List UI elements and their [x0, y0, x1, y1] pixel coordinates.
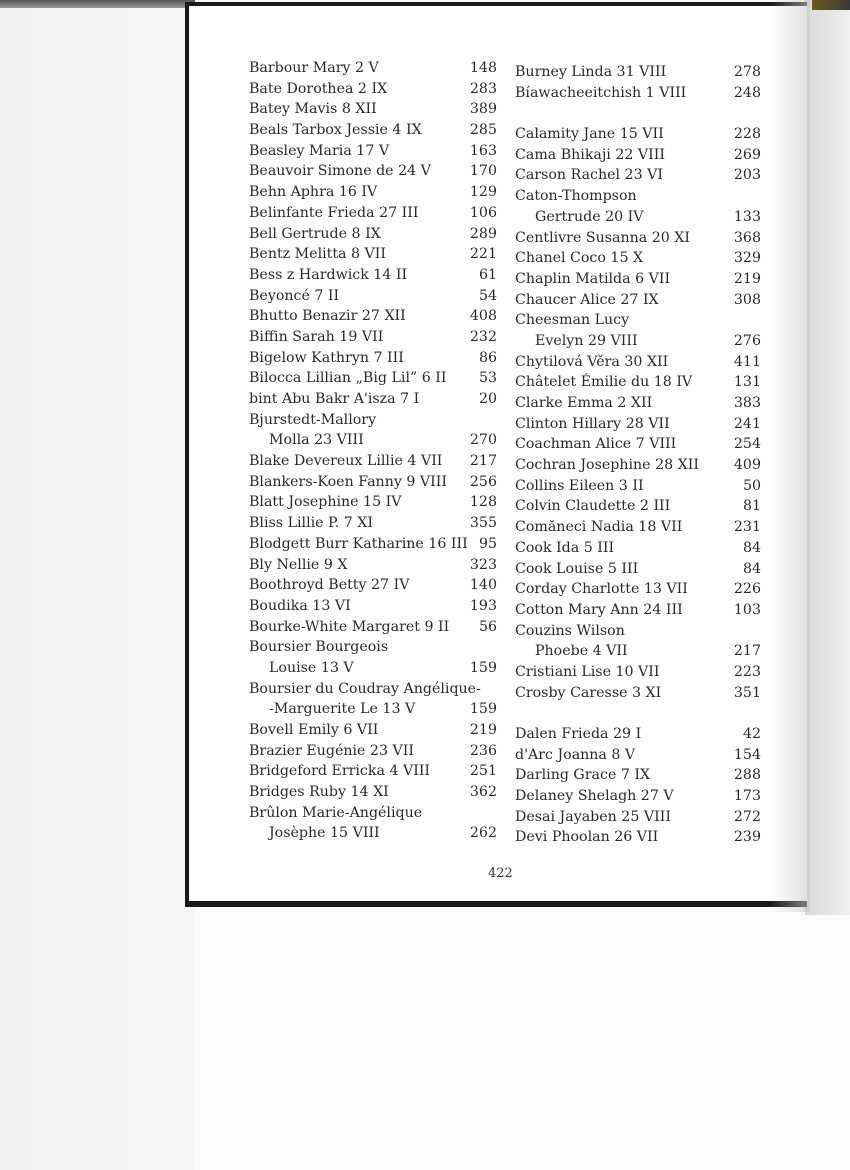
index-entry: [249, 451, 497, 472]
index-entry-name: Desai Jayaben 25 VIII: [515, 808, 671, 825]
index-entry-name: Delaney Shelagh 27 V: [515, 788, 674, 805]
index-entry: [249, 306, 497, 327]
index-entry: [249, 430, 497, 451]
index-entry-name: Blake Devereux Lillie 4 VII: [249, 453, 443, 470]
index-entry: [249, 761, 497, 782]
index-entry: [515, 765, 761, 786]
index-entry-name: Boothroyd Betty 27 IV: [249, 577, 410, 594]
index-entry-name: Molla 23 VIII: [269, 432, 364, 449]
index-entry-page: 86: [478, 349, 497, 366]
index-entry-page: 231: [733, 519, 761, 536]
index-entry-page: 84: [742, 539, 761, 556]
index-entry-page: 131: [733, 374, 761, 391]
index-entry: [515, 559, 761, 580]
index-entry-name: Clinton Hillary 28 VII: [515, 415, 670, 432]
index-entry-name: Bate Dorothea 2 IX: [249, 80, 388, 97]
index-entry-name: Bliss Lillie P. 7 XI: [249, 515, 373, 532]
index-entry-name: Bigelow Kathryn 7 III: [249, 349, 404, 366]
index-entry-name: Bentz Melitta 8 VII: [249, 246, 387, 263]
index-entry-page: 217: [469, 453, 497, 470]
index-letter-gap: [515, 703, 761, 724]
index-entry-page: 269: [733, 146, 761, 163]
index-entry-name: Comăneci Nadia 18 VII: [515, 519, 683, 536]
index-entry-page: 251: [469, 763, 497, 780]
index-entry-page: 368: [733, 229, 761, 246]
index-entry-page: 254: [733, 436, 761, 453]
index-entry: [249, 265, 497, 286]
page-number: 422: [488, 866, 513, 881]
index-entry-page: 106: [469, 204, 497, 221]
index-entry-name: Burney Linda 31 VIII: [515, 64, 667, 80]
index-entry-page: 81: [742, 498, 761, 515]
index-entry: [515, 186, 761, 207]
index-entry: [515, 393, 761, 414]
index-entry-name: Bjurstedt-Mallory: [249, 411, 377, 428]
index-entry: [249, 79, 497, 100]
index-entry-page: 140: [469, 577, 497, 594]
index-entry: [249, 555, 497, 576]
index-entry: [515, 248, 761, 269]
index-entry-name: Calamity Jane 15 VII: [515, 126, 664, 143]
index-entry-page: 219: [733, 270, 761, 287]
index-entry-page: 203: [733, 167, 761, 184]
index-entry-page: 256: [469, 473, 497, 490]
index-entry-page: 54: [478, 287, 497, 304]
index-entry: [515, 269, 761, 290]
index-entry: [515, 331, 761, 352]
index-entry-name: Clarke Emma 2 XII: [515, 395, 653, 411]
index-entry-name: Evelyn 29 VIII: [535, 332, 638, 349]
index-entry-name: Blatt Josephine 15 IV: [249, 494, 402, 511]
index-entry-name: Cristiani Lise 10 VII: [515, 663, 660, 680]
index-entry: [249, 182, 497, 203]
index-entry: [249, 99, 497, 120]
index-entry-page: 270: [469, 432, 497, 449]
index-entry-name: Darling Grace 7 IX: [515, 767, 651, 784]
index-entry: [515, 745, 761, 766]
index-entry-name: Cochran Josephine 28 XII: [515, 457, 699, 474]
index-entry: [515, 372, 761, 393]
scanner-background: [0, 0, 195, 1170]
index-entry-name: d'Arc Joanna 8 V: [515, 746, 636, 763]
index-entry-name: Beasley Maria 17 V: [249, 142, 390, 159]
index-entry-page: 61: [478, 266, 497, 283]
index-entry-page: 262: [469, 825, 497, 842]
index-entry: [515, 83, 761, 104]
index-entry-page: 133: [733, 208, 761, 225]
index-entry-page: 283: [469, 80, 497, 97]
index-entry-page: 219: [469, 722, 497, 738]
index-entry-page: 323: [469, 556, 497, 573]
index-entry: [249, 161, 497, 182]
index-entry: [515, 145, 761, 166]
index-entry-name: Boursier Bourgeois: [249, 639, 389, 656]
index-entry-name: Bess z Hardwick 14 II: [249, 266, 408, 283]
index-entry-name: Bourke-White Margaret 9 II: [249, 618, 450, 635]
index-entry-page: 217: [733, 643, 761, 660]
index-entry-name: Batey Mavis 8 XII: [249, 101, 377, 118]
index-entry: [249, 596, 497, 617]
index-entry-name: Blankers-Koen Fanny 9 VIII: [249, 473, 447, 490]
index-entry-name: Cotton Mary Ann 24 III: [515, 601, 683, 618]
index-entry: [249, 823, 497, 844]
index-entry-name: Cama Bhikaji 22 VIII: [515, 146, 665, 163]
index-entry-name: Belinfante Frieda 27 III: [249, 204, 419, 221]
index-entry-name: Collins Eileen 3 II: [515, 477, 644, 494]
index-entry-page: 383: [733, 395, 761, 411]
index-entry-name: Dalen Frieda 29 I: [515, 726, 642, 742]
index-entry-name: Chaucer Alice 27 IX: [515, 291, 659, 308]
index-entry-page: 232: [469, 328, 497, 345]
scanner-corner: [812, 0, 850, 10]
index-entry-page: 223: [733, 663, 761, 680]
index-entry: [249, 120, 497, 141]
index-entry: [249, 58, 497, 79]
index-entry: [249, 534, 497, 555]
index-entry: [249, 720, 497, 741]
index-entry-name: Bridges Ruby 14 XI: [249, 784, 389, 801]
index-entry: [515, 455, 761, 476]
index-entry-page: 278: [733, 64, 761, 80]
index-entry: [249, 410, 497, 431]
index-entry: [515, 517, 761, 538]
index-entry-page: 228: [733, 126, 761, 143]
index-entry-name: Bovell Emily 6 VII: [249, 722, 379, 738]
index-entry-page: 411: [733, 353, 761, 370]
index-entry: [515, 434, 761, 455]
index-entry-name: Cheesman Lucy: [515, 312, 630, 329]
index-entry: [249, 575, 497, 596]
index-entry-name: Beyoncé 7 II: [249, 287, 340, 304]
index-entry-page: 276: [733, 332, 761, 349]
index-entry-name: -Marguerite Le 13 V: [269, 701, 416, 718]
index-entry-page: 154: [733, 746, 761, 763]
index-entry-name: Bilocca Lillian „Big Lil” 6 II: [249, 370, 447, 387]
index-entry-page: 351: [733, 684, 761, 701]
index-entry: [515, 683, 761, 704]
index-entry-name: Chytilová Věra 30 XII: [515, 353, 669, 370]
index-entry: [515, 290, 761, 311]
index-entry: [515, 621, 761, 642]
index-entry: [249, 637, 497, 658]
index-entry: [515, 600, 761, 621]
index-entry-name: Cook Louise 5 III: [515, 560, 639, 577]
index-entry-name: Bridgeford Erricka 4 VIII: [249, 763, 431, 780]
index-entry-name: Phoebe 4 VII: [535, 643, 628, 660]
index-entry: [515, 579, 761, 600]
index-entry: [249, 617, 497, 638]
index-entry: [515, 310, 761, 331]
index-entry-page: 148: [469, 60, 497, 76]
index-entry: [515, 538, 761, 559]
index-entry-name: Carson Rachel 23 VI: [515, 167, 663, 184]
index-entry-page: 163: [469, 142, 497, 159]
index-entry-page: 103: [733, 601, 761, 618]
index-entry: [515, 165, 761, 186]
index-entry-page: 159: [469, 701, 497, 718]
index-entry-page: 239: [733, 829, 761, 846]
index-entry-name: bint Abu Bakr A'isza 7 I: [249, 391, 420, 407]
index-entry-name: Châtelet Émilie du 18 IV: [515, 374, 693, 391]
index-entry-page: 193: [469, 597, 497, 614]
index-entry-name: Boursier du Coudray Angélique-: [249, 680, 481, 697]
index-entry-name: Couzins Wilson: [515, 622, 625, 639]
index-entry-page: 241: [733, 415, 761, 432]
index-entry: [515, 228, 761, 249]
index-entry-page: 159: [469, 659, 497, 676]
index-entry-page: 362: [469, 784, 497, 801]
index-entry-name: Bhutto Benazir 27 XII: [249, 308, 406, 325]
index-entry: [249, 203, 497, 224]
index-entry: [249, 513, 497, 534]
index-entry: [249, 803, 497, 824]
index-entry-name: Corday Charlotte 13 VII: [515, 581, 688, 598]
index-entry-page: 56: [478, 618, 497, 635]
index-entry-page: 226: [733, 581, 761, 598]
index-entry-page: 248: [733, 84, 761, 101]
index-entry-page: 329: [733, 250, 761, 267]
index-entry-page: 50: [742, 477, 761, 494]
index-entry-page: 389: [469, 101, 497, 118]
index-entry-page: 173: [733, 788, 761, 805]
index-entry: [249, 348, 497, 369]
index-entry-page: 285: [469, 122, 497, 139]
index-entry: [249, 286, 497, 307]
index-entry: [515, 807, 761, 828]
index-entry-name: Coachman Alice 7 VIII: [515, 436, 677, 453]
index-entry-name: Colvin Claudette 2 III: [515, 498, 671, 515]
index-entry-name: Chanel Coco 15 X: [515, 250, 644, 267]
index-entry: [249, 244, 497, 265]
index-entry: [249, 141, 497, 162]
index-entry-name: Chaplin Matilda 6 VII: [515, 270, 671, 287]
index-entry-page: 170: [469, 163, 497, 180]
index-letter-gap: [515, 103, 761, 124]
index-entry: [249, 389, 497, 410]
index-entry: [515, 476, 761, 497]
index-entry-name: Caton-Thompson: [515, 188, 637, 205]
index-entry-page: 288: [733, 767, 761, 784]
index-entry-page: 308: [733, 291, 761, 308]
index-entry: [249, 658, 497, 679]
index-entry: [249, 224, 497, 245]
index-entry-name: Boudika 13 VI: [249, 597, 351, 614]
index-entry: [515, 496, 761, 517]
index-entry: [249, 679, 497, 700]
index-entry-name: Cook Ida 5 III: [515, 539, 615, 556]
index-entry-name: Brûlon Marie-Angélique: [249, 804, 423, 821]
index-entry-name: Josèphe 15 VIII: [269, 825, 380, 842]
index-entry: [249, 782, 497, 803]
index-entry-page: 408: [469, 308, 497, 325]
index-entry-name: Bly Nellie 9 X: [249, 556, 348, 573]
index-entry-name: Louise 13 V: [269, 659, 354, 676]
page-gutter-shadow: [770, 0, 810, 912]
index-entry: [515, 786, 761, 807]
index-entry: [249, 368, 497, 389]
index-entry-name: Bell Gertrude 8 IX: [249, 225, 381, 242]
next-page-edge: [805, 0, 850, 915]
index-entry: [515, 352, 761, 373]
index-entry: [515, 724, 761, 745]
index-entry-name: Bíawacheeitchish 1 VIII: [515, 84, 687, 101]
index-entry: [515, 62, 761, 83]
index-column-right: [515, 62, 761, 848]
index-entry-name: Barbour Mary 2 V: [249, 60, 379, 76]
index-entry-page: 95: [478, 535, 497, 552]
index-entry-name: Behn Aphra 16 IV: [249, 184, 378, 201]
index-entry-page: 42: [742, 726, 761, 742]
index-entry-name: Beauvoir Simone de 24 V: [249, 163, 431, 180]
index-entry-page: 236: [469, 742, 497, 759]
index-entry-name: Beals Tarbox Jessie 4 IX: [249, 122, 422, 139]
index-entry: [249, 327, 497, 348]
index-entry-page: 409: [733, 457, 761, 474]
index-entry-page: 289: [469, 225, 497, 242]
index-entry-page: 272: [733, 808, 761, 825]
index-entry: [515, 414, 761, 435]
index-entry-page: 128: [469, 494, 497, 511]
index-entry: [515, 662, 761, 683]
index-entry: [249, 699, 497, 720]
index-entry: [249, 472, 497, 493]
index-entry: [249, 492, 497, 513]
index-entry: [515, 827, 761, 848]
index-entry-name: Gertrude 20 IV: [535, 208, 644, 225]
index-entry-page: 20: [478, 391, 497, 407]
index-entry: [515, 641, 761, 662]
index-entry: [515, 124, 761, 145]
index-entry-page: 53: [478, 370, 497, 387]
index-entry-name: Biffin Sarah 19 VII: [249, 328, 384, 345]
index-entry-name: Crosby Caresse 3 XI: [515, 684, 662, 701]
scanner-edge: [0, 0, 195, 8]
index-entry-page: 84: [742, 560, 761, 577]
index-entry: [515, 207, 761, 228]
index-entry-page: 129: [469, 184, 497, 201]
index-entry-name: Brazier Eugénie 23 VII: [249, 742, 414, 759]
index-entry-page: 221: [469, 246, 497, 263]
index-entry-name: Devi Phoolan 26 VII: [515, 829, 659, 846]
index-entry: [249, 741, 497, 762]
index-entry-name: Centlivre Susanna 20 XI: [515, 229, 690, 246]
index-column-left: [249, 58, 497, 844]
index-entry-name: Blodgett Burr Katharine 16 III: [249, 535, 468, 552]
index-entry-page: 355: [469, 515, 497, 532]
